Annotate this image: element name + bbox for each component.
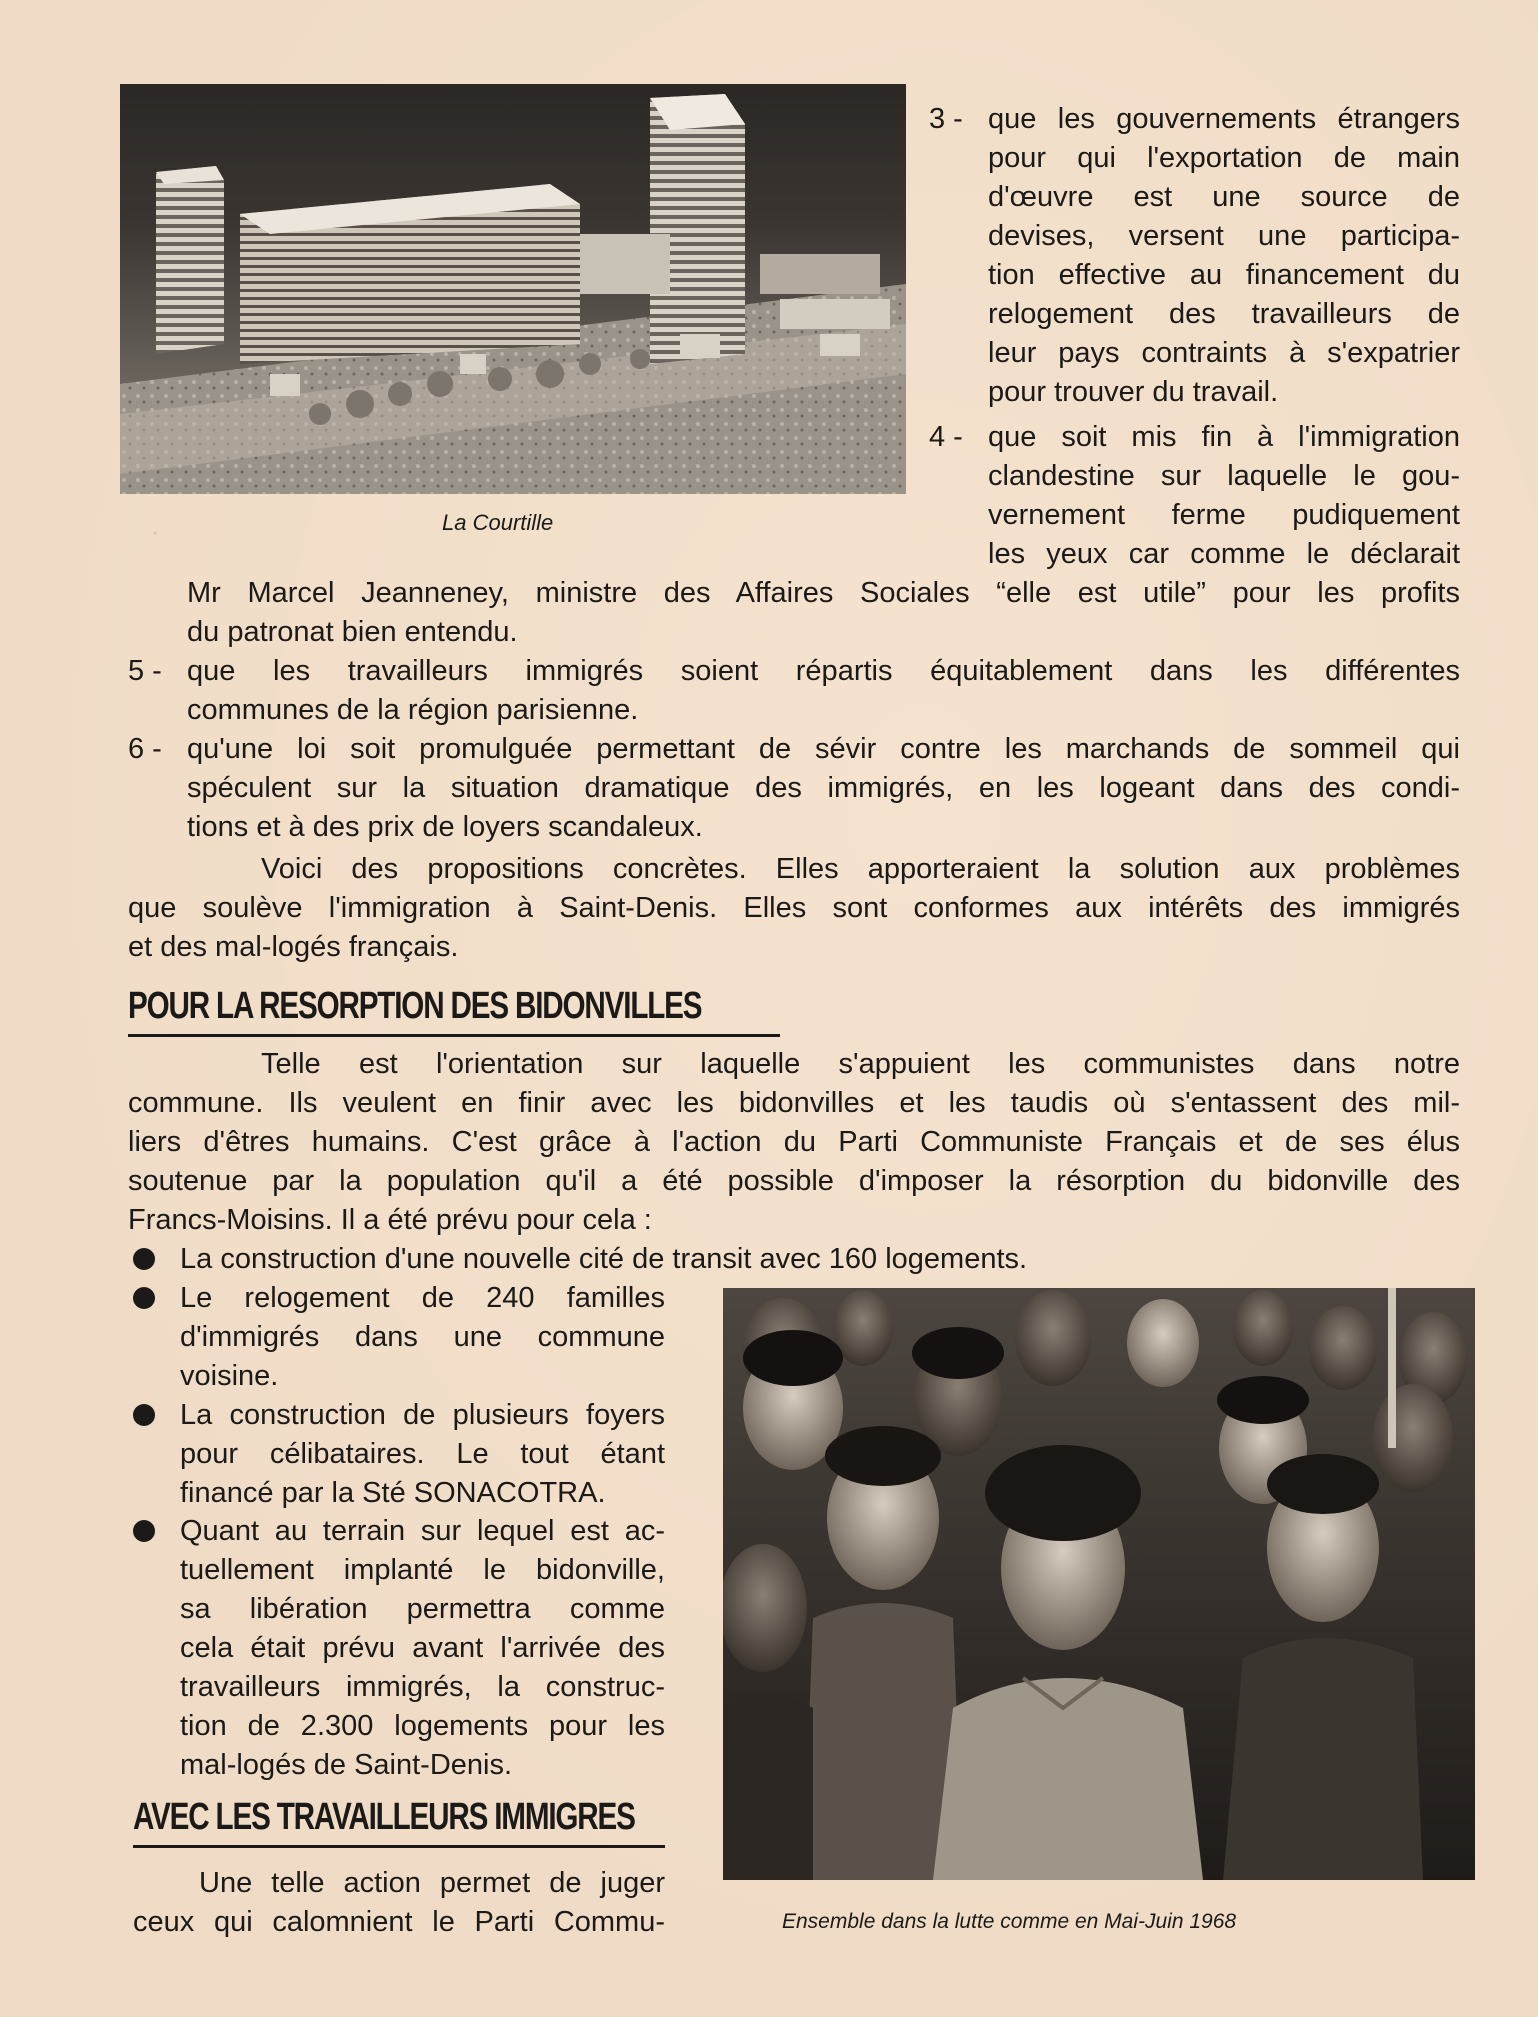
bullet-3-text — [180, 1396, 665, 1513]
text-line: spéculent sur la situation dramatique des immigrés, en les logeant dans des condi- — [187, 772, 1460, 804]
text-line: tuellement implanté le bidonville, — [180, 1554, 665, 1586]
text-line: voisine. — [180, 1360, 279, 1392]
item-3-text — [988, 100, 1460, 412]
section-heading-resorption: POUR LA RESORPTION DES BIDONVILLES — [128, 985, 702, 1027]
item-5-number: 5 - — [128, 655, 162, 687]
photo-crowd — [723, 1288, 1475, 1880]
text-line: pour célibataires. Le tout étant — [180, 1438, 665, 1470]
text-line: les yeux car comme le déclarait — [988, 538, 1460, 570]
text-line: qu'une loi soit promulguée permettant de sévir contre les marchands de sommeil qui — [187, 733, 1460, 765]
text-line: que les travailleurs immigrés soient répartis équitablement dans les différentes — [187, 655, 1460, 687]
text-line: leur pays contraints à s'expatrier — [988, 337, 1460, 369]
text-line: devises, versent une participa- — [988, 220, 1460, 252]
crowd-photo-image — [723, 1288, 1475, 1880]
text-line: Une telle action permet de juger — [199, 1867, 665, 1899]
heading-underline — [128, 1034, 780, 1037]
text-line: d'immigrés dans une commune — [180, 1321, 665, 1353]
bullet-dot — [133, 1404, 155, 1426]
text-line: La construction de plusieurs foyers — [180, 1399, 665, 1431]
text-line: Mr Marcel Jeanneney, ministre des Affaires Sociales “elle est utile” pour les profits — [187, 577, 1460, 609]
photo-caption-crowd: Ensemble dans la lutte comme en Mai-Juin 1968 — [782, 1910, 1237, 1933]
architecture-model-image — [120, 84, 906, 494]
show-through-text: · — [150, 515, 160, 548]
heading-underline — [133, 1845, 665, 1848]
text-line: communes de la région parisienne. — [187, 694, 639, 726]
text-line: tion effective au financement du — [988, 259, 1460, 291]
item-4-number: 4 - — [929, 421, 963, 453]
bullet-2-text — [180, 1279, 665, 1396]
text-line: que soulève l'immigration à Saint-Denis. Elles sont conformes aux intérêts des immigrés — [128, 892, 1460, 924]
text-line: soutenue par la population qu'il a été possible d'imposer la résorption du bidonville des — [128, 1165, 1460, 1197]
text-line: cela était prévu avant l'arrivée des — [180, 1632, 665, 1664]
text-line: clandestine sur laquelle le gou- — [988, 460, 1460, 492]
text-line: Francs-Moisins. Il a été prévu pour cela : — [128, 1204, 652, 1236]
text-line: du patronat bien entendu. — [187, 616, 518, 648]
photo-caption-la-courtille: La Courtille — [442, 510, 554, 535]
item-5-text — [187, 652, 1460, 730]
text-line: pour qui l'exportation de main — [988, 142, 1460, 174]
text-line: Telle est l'orientation sur laquelle s'appuient les communistes dans notre — [261, 1048, 1460, 1080]
text-line: commune. Ils veulent en finir avec les bidonvilles et les taudis où s'entassent des mil- — [128, 1087, 1460, 1119]
bullet-1-text: La construction d'une nouvelle cité de transit avec 160 logements. — [180, 1243, 1028, 1275]
text-line: travailleurs immigrés, la construc- — [180, 1671, 665, 1703]
text-line: tion de 2.300 logements pour les — [180, 1710, 665, 1742]
text-line: vernement ferme pudiquement — [988, 499, 1460, 531]
bullet-dot — [133, 1287, 155, 1309]
text-line: Voici des propositions concrètes. Elles apporteraient la solution aux problèmes — [261, 853, 1460, 885]
text-line: sa libération permettra comme — [180, 1593, 665, 1625]
item-6-number: 6 - — [128, 733, 162, 765]
text-line: et des mal-logés français. — [128, 931, 459, 963]
text-line: relogement des travailleurs de — [988, 298, 1460, 330]
text-line: pour trouver du travail. — [988, 376, 1279, 408]
item-6-text — [187, 730, 1460, 847]
text-line: Le relogement de 240 familles — [180, 1282, 665, 1314]
photo-la-courtille — [120, 84, 906, 494]
item-4-continuation — [187, 574, 1460, 652]
bullet-dot — [133, 1520, 155, 1542]
bullet-4-text — [180, 1512, 665, 1785]
text-line: d'œuvre est une source de — [988, 181, 1460, 213]
section-2-paragraph — [133, 1864, 665, 1942]
text-line: tions et à des prix de loyers scandaleux. — [187, 811, 703, 843]
section-heading-travailleurs-immigres: AVEC LES TRAVAILLEURS IMMIGRES — [133, 1796, 635, 1838]
text-line: que les gouvernements étrangers — [988, 103, 1460, 135]
text-line: ceux qui calomnient le Parti Commu- — [133, 1906, 665, 1938]
conclusion-paragraph — [128, 850, 1460, 967]
text-line: financé par la Sté SONACOTRA. — [180, 1477, 606, 1509]
bullet-dot — [133, 1248, 155, 1270]
text-line: mal-logés de Saint-Denis. — [180, 1749, 513, 1781]
item-4-text — [988, 418, 1460, 574]
text-line: Quant au terrain sur lequel est ac- — [180, 1515, 665, 1547]
section-1-paragraph — [128, 1045, 1460, 1240]
text-line: que soit mis fin à l'immigration — [988, 421, 1460, 453]
text-line: liers d'êtres humains. C'est grâce à l'action du Parti Communiste Français et de ses élus — [128, 1126, 1460, 1158]
item-3-number: 3 - — [929, 103, 963, 135]
